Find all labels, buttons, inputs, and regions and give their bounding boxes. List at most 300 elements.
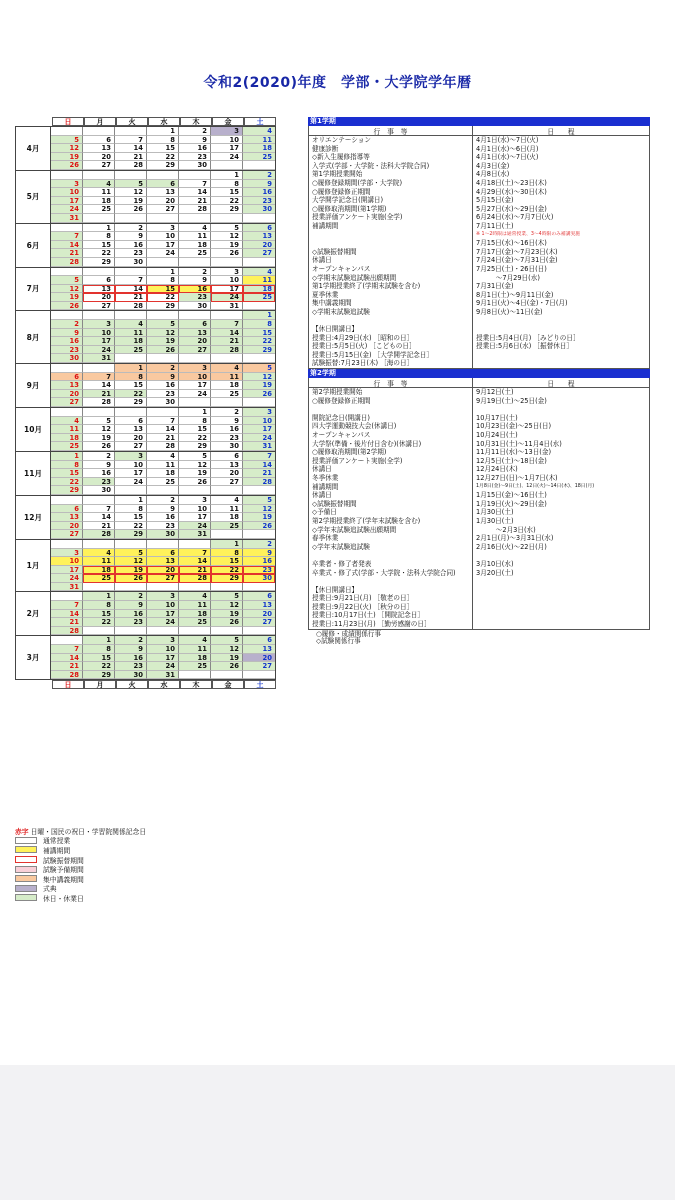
event-name: ◇学期末試験追試験出願期間 (309, 274, 473, 283)
week-row (51, 346, 275, 355)
day-cell: 5 (243, 496, 275, 505)
day-cell: 13 (147, 557, 179, 566)
term2-header: 第2学期 (308, 369, 650, 378)
schedule-row (309, 440, 649, 449)
day-cell: 24 (211, 293, 243, 302)
day-cell: 26 (243, 522, 275, 531)
day-cell: 11 (243, 276, 275, 285)
weekday-6: 土 (244, 117, 276, 126)
week-row (51, 311, 275, 320)
day-cell: 3 (211, 127, 243, 136)
event-name: 第2学期授業終了(学年末試験を含む) (309, 517, 473, 526)
day-cell: 11 (115, 329, 147, 338)
day-cell: 4 (211, 364, 243, 373)
event-date (473, 577, 649, 586)
day-cell: 2 (115, 592, 147, 601)
day-cell (83, 127, 115, 136)
schedule-row (309, 334, 649, 343)
day-cell: 18 (211, 513, 243, 522)
event-date: 7月31日(金) (476, 282, 514, 291)
day-cell: 16 (243, 557, 275, 566)
event-name: 授業日:9月21日(月) ［敬老の日］ (309, 594, 473, 603)
day-cell: 5 (243, 364, 275, 373)
day-cell: 28 (83, 398, 115, 407)
day-cell: 2 (115, 224, 147, 233)
week-row (51, 557, 275, 566)
week-row (51, 197, 275, 206)
week-row (51, 645, 275, 654)
day-cell: 20 (115, 434, 147, 443)
day-cell: 12 (211, 601, 243, 610)
week-row (51, 513, 275, 522)
day-cell: 2 (211, 408, 243, 417)
event-name: ◇新入生履修指導等 (309, 153, 473, 162)
event-date: 4月1日(水)～7日(火) (476, 153, 539, 162)
day-cell: 24 (179, 522, 211, 531)
day-cell: 29 (115, 530, 147, 539)
day-cell (115, 486, 147, 495)
day-cell: 16 (115, 654, 147, 663)
event-date: 4月3日(金) (476, 161, 510, 170)
day-cell: 8 (83, 645, 115, 654)
day-cell: 7 (147, 417, 179, 426)
day-cell (243, 354, 275, 363)
month-1 (15, 540, 276, 593)
schedule-row (309, 316, 649, 325)
event-date: 9月19日(土)～25日(金) (476, 396, 547, 405)
event-name: 補講期間 (309, 483, 473, 492)
legend-item (15, 836, 275, 846)
day-cell: 27 (147, 205, 179, 214)
day-cell: 13 (115, 425, 147, 434)
day-cell: 20 (243, 610, 275, 619)
day-cell: 20 (147, 197, 179, 206)
day-cell: 21 (51, 618, 83, 627)
month-2 (15, 592, 276, 636)
day-cell: 24 (115, 478, 147, 487)
month-label: 12月 (16, 496, 51, 539)
day-cell: 6 (147, 180, 179, 189)
week-row (51, 337, 275, 346)
event-name (309, 239, 473, 248)
day-cell: 8 (83, 232, 115, 241)
day-cell: 4 (243, 268, 275, 277)
day-cell (83, 311, 115, 320)
day-cell: 17 (115, 469, 147, 478)
schedule-row (309, 282, 649, 291)
day-cell: 11 (179, 232, 211, 241)
day-cell (243, 530, 275, 539)
day-cell (243, 486, 275, 495)
month-9 (15, 364, 276, 408)
event-name: オリエンテーション (309, 136, 473, 145)
legend-item (15, 874, 275, 884)
event-date: 授業日:5月4日(月) ［みどりの日］ (476, 333, 580, 342)
day-cell (51, 268, 83, 277)
day-cell: 22 (211, 566, 243, 575)
event-name: 授業日:10月17日(土) ［開院記念日］ (309, 611, 473, 620)
week-row (51, 469, 275, 478)
legend-prefix: 赤字 (15, 827, 29, 836)
day-cell: 1 (83, 592, 115, 601)
day-cell: 23 (179, 293, 211, 302)
month-11 (15, 452, 276, 496)
day-cell: 1 (147, 127, 179, 136)
week-row (51, 205, 275, 214)
legend (15, 826, 275, 903)
day-cell (51, 311, 83, 320)
day-cell (211, 354, 243, 363)
week-row (51, 434, 275, 443)
day-cell: 17 (211, 144, 243, 153)
weekday-2: 火 (116, 117, 148, 126)
day-cell (115, 171, 147, 180)
day-cell (115, 127, 147, 136)
day-cell: 21 (51, 662, 83, 671)
day-cell: 27 (51, 530, 83, 539)
day-cell (83, 214, 115, 223)
month-label: 8月 (16, 311, 51, 363)
academic-calendar (15, 117, 276, 689)
legend-item (15, 864, 275, 874)
day-cell: 3 (115, 452, 147, 461)
day-cell: 30 (83, 486, 115, 495)
day-cell (51, 224, 83, 233)
day-cell: 6 (83, 136, 115, 145)
month-label: 6月 (16, 224, 51, 267)
week-row (51, 530, 275, 539)
day-cell: 26 (51, 161, 83, 170)
day-cell: 7 (243, 452, 275, 461)
day-cell: 29 (211, 574, 243, 583)
week-row (51, 442, 275, 451)
day-cell: 16 (147, 513, 179, 522)
day-cell: 15 (83, 654, 115, 663)
day-cell: 5 (211, 224, 243, 233)
day-cell: 18 (83, 197, 115, 206)
day-cell: 30 (147, 530, 179, 539)
event-date (473, 359, 649, 368)
day-cell: 3 (147, 224, 179, 233)
day-cell: 19 (115, 566, 147, 575)
day-cell: 29 (83, 258, 115, 267)
day-cell: 4 (211, 496, 243, 505)
schedule-row (309, 222, 649, 231)
day-cell (83, 268, 115, 277)
event-date: 9月1日(火)～4日(金)・7日(月) (476, 299, 568, 308)
day-cell: 22 (83, 249, 115, 258)
day-cell (51, 127, 83, 136)
event-date: ※ 1～2時限は通常授業、3～4時限のみ補講実施 (476, 231, 581, 237)
day-cell: 12 (115, 557, 147, 566)
week-row (51, 293, 275, 302)
week-row (51, 268, 275, 277)
day-cell: 7 (115, 136, 147, 145)
day-cell: 1 (83, 224, 115, 233)
day-cell: 14 (51, 654, 83, 663)
event-date: 7月24日(金)～7月31日(金) (476, 256, 558, 265)
day-cell: 18 (115, 337, 147, 346)
week-row (51, 610, 275, 619)
day-cell: 25 (179, 618, 211, 627)
event-date: 9月8日(火)～11日(金) (476, 307, 543, 316)
day-cell: 14 (179, 188, 211, 197)
day-cell: 30 (211, 442, 243, 451)
day-cell: 30 (179, 302, 211, 311)
day-cell: 27 (211, 478, 243, 487)
day-cell: 21 (179, 197, 211, 206)
day-cell (211, 311, 243, 320)
day-cell (179, 583, 211, 592)
event-date: 2月16日(火)～22日(月) (476, 542, 547, 551)
day-cell: 30 (51, 354, 83, 363)
week-row (51, 285, 275, 294)
day-cell: 31 (243, 442, 275, 451)
day-cell: 8 (51, 461, 83, 470)
day-cell: 20 (83, 293, 115, 302)
day-cell: 3 (147, 636, 179, 645)
day-cell: 15 (83, 241, 115, 250)
day-cell: 27 (243, 662, 275, 671)
day-cell: 14 (83, 381, 115, 390)
day-cell (179, 486, 211, 495)
weekday-3: 水 (148, 680, 180, 689)
week-row (51, 601, 275, 610)
day-cell: 14 (211, 329, 243, 338)
schedule-row (309, 569, 649, 578)
event-name: 【休日開講日】 (309, 325, 473, 334)
event-name (309, 405, 473, 414)
day-cell: 9 (147, 373, 179, 382)
day-cell (179, 171, 211, 180)
day-cell: 27 (83, 302, 115, 311)
day-cell (115, 268, 147, 277)
day-cell: 24 (51, 205, 83, 214)
day-cell: 18 (51, 434, 83, 443)
schedule-row (309, 248, 649, 257)
day-cell: 1 (83, 636, 115, 645)
day-cell: 27 (51, 398, 83, 407)
month-5 (15, 171, 276, 224)
event-date (473, 611, 649, 620)
event-date (473, 325, 649, 334)
day-cell: 28 (243, 478, 275, 487)
day-cell: 5 (83, 417, 115, 426)
schedule-row (309, 170, 649, 179)
day-cell: 26 (211, 662, 243, 671)
day-cell: 21 (83, 390, 115, 399)
weekday-6: 土 (244, 680, 276, 689)
day-cell: 2 (179, 268, 211, 277)
week-row (51, 127, 275, 136)
day-cell: 3 (51, 549, 83, 558)
event-date: 12月24日(木) (476, 465, 518, 474)
day-cell: 24 (179, 390, 211, 399)
day-cell: 24 (147, 618, 179, 627)
day-cell: 9 (147, 505, 179, 514)
event-name: 大学祭(準備・後片付日含む)(休講日) (309, 440, 473, 449)
week-row (51, 505, 275, 514)
schedule-row (309, 465, 649, 474)
event-date: 4月1日(水)～7日(火) (476, 136, 539, 144)
week-row (51, 258, 275, 267)
day-cell: 4 (51, 417, 83, 426)
day-cell: 28 (51, 671, 83, 680)
day-cell (115, 583, 147, 592)
event-name: ◇学年末試験追試験出願期間 (309, 526, 473, 535)
day-cell: 28 (147, 442, 179, 451)
day-cell: 3 (83, 320, 115, 329)
schedule-row (309, 594, 649, 603)
schedule-row (309, 291, 649, 300)
day-cell: 15 (83, 610, 115, 619)
week-row (51, 627, 275, 636)
day-cell (243, 671, 275, 680)
day-cell: 2 (83, 452, 115, 461)
day-cell (243, 214, 275, 223)
day-cell: 27 (115, 442, 147, 451)
event-name: ○履修登録修正期間 (309, 397, 473, 406)
day-cell (243, 161, 275, 170)
week-row (51, 425, 275, 434)
event-name: ○履修取消期間(第2学期) (309, 448, 473, 457)
week-row (51, 249, 275, 258)
day-cell: 13 (83, 144, 115, 153)
day-cell: 20 (211, 469, 243, 478)
day-cell (179, 258, 211, 267)
day-cell: 1 (115, 364, 147, 373)
day-cell: 14 (51, 610, 83, 619)
week-row (51, 566, 275, 575)
day-cell (51, 592, 83, 601)
day-cell: 11 (179, 645, 211, 654)
week-row (51, 549, 275, 558)
event-name: 大学開学記念日(開講日) (309, 196, 473, 205)
day-cell: 12 (243, 505, 275, 514)
day-cell: 30 (115, 258, 147, 267)
month-blocks (15, 126, 276, 680)
weekday-header-bottom (15, 680, 276, 689)
day-cell (115, 311, 147, 320)
day-cell (83, 540, 115, 549)
day-cell: 5 (51, 276, 83, 285)
event-name: 四大学運動競技大会(休講日) (309, 422, 473, 431)
day-cell: 24 (211, 153, 243, 162)
event-date: ～2月3日(水) (476, 525, 536, 534)
week-row (51, 522, 275, 531)
day-cell: 18 (179, 654, 211, 663)
week-row (51, 302, 275, 311)
day-cell: 3 (179, 364, 211, 373)
day-cell: 20 (147, 566, 179, 575)
legend-label: 試験振替期間 (43, 856, 84, 865)
day-cell: 23 (51, 346, 83, 355)
event-date: 授業日:5月6日(水) ［振替休日］ (476, 342, 573, 351)
event-name: 冬季休業 (309, 474, 473, 483)
day-cell: 4 (243, 127, 275, 136)
legend-swatch (15, 885, 37, 892)
event-name: 第1学期授業終了(学期末試験を含む) (309, 282, 473, 291)
week-row (51, 662, 275, 671)
day-cell: 26 (115, 574, 147, 583)
event-date: 12月27日(日)～1月7日(木) (476, 473, 558, 482)
day-cell: 26 (83, 442, 115, 451)
legend-swatch (15, 875, 37, 882)
day-cell: 31 (179, 530, 211, 539)
day-cell: 13 (147, 188, 179, 197)
day-cell (211, 671, 243, 680)
schedule-row (309, 534, 649, 543)
legend-label: 集中講義期間 (43, 875, 84, 884)
month-12 (15, 496, 276, 540)
day-cell: 12 (211, 232, 243, 241)
weekday-1: 月 (84, 117, 116, 126)
legend-item (15, 855, 275, 865)
day-cell: 23 (115, 249, 147, 258)
event-date (473, 603, 649, 612)
day-cell: 21 (211, 337, 243, 346)
day-cell: 30 (147, 398, 179, 407)
day-cell (51, 540, 83, 549)
event-name: 【休日開講日】 (309, 586, 473, 595)
week-row (51, 583, 275, 592)
week-row (51, 654, 275, 663)
event-name: 休講日 (309, 256, 473, 265)
day-cell: 9 (243, 180, 275, 189)
event-date: 4月18日(土)～23日(木) (476, 178, 547, 187)
event-name (309, 316, 473, 325)
day-cell: 1 (147, 268, 179, 277)
day-cell: 18 (243, 144, 275, 153)
day-cell: 17 (147, 241, 179, 250)
day-cell: 19 (243, 513, 275, 522)
day-cell: 20 (243, 241, 275, 250)
day-cell: 12 (115, 188, 147, 197)
event-name: ◇試験振替期間 (309, 248, 473, 257)
event-date (473, 586, 649, 595)
legend-label: 休日・休業日 (43, 894, 84, 903)
day-cell: 5 (51, 136, 83, 145)
day-cell (179, 354, 211, 363)
day-cell: 10 (51, 188, 83, 197)
month-label: 7月 (16, 268, 51, 311)
day-cell: 22 (179, 434, 211, 443)
day-cell: 25 (243, 153, 275, 162)
day-cell (243, 398, 275, 407)
day-cell: 29 (147, 161, 179, 170)
day-cell: 20 (51, 390, 83, 399)
day-cell: 10 (83, 329, 115, 338)
event-name: ◇学年末試験追試験 (309, 543, 473, 552)
week-row (51, 188, 275, 197)
day-cell: 31 (51, 214, 83, 223)
day-cell: 23 (147, 522, 179, 531)
month-7 (15, 268, 276, 312)
day-cell: 6 (115, 417, 147, 426)
day-cell: 19 (211, 654, 243, 663)
schedule-row (309, 586, 649, 595)
schedule-row (309, 431, 649, 440)
day-cell: 28 (51, 627, 83, 636)
day-cell: 3 (243, 408, 275, 417)
day-cell (147, 408, 179, 417)
week-row (51, 592, 275, 601)
day-cell: 29 (211, 205, 243, 214)
day-cell: 21 (51, 249, 83, 258)
day-cell: 29 (147, 302, 179, 311)
day-cell: 26 (211, 618, 243, 627)
day-cell: 19 (147, 337, 179, 346)
